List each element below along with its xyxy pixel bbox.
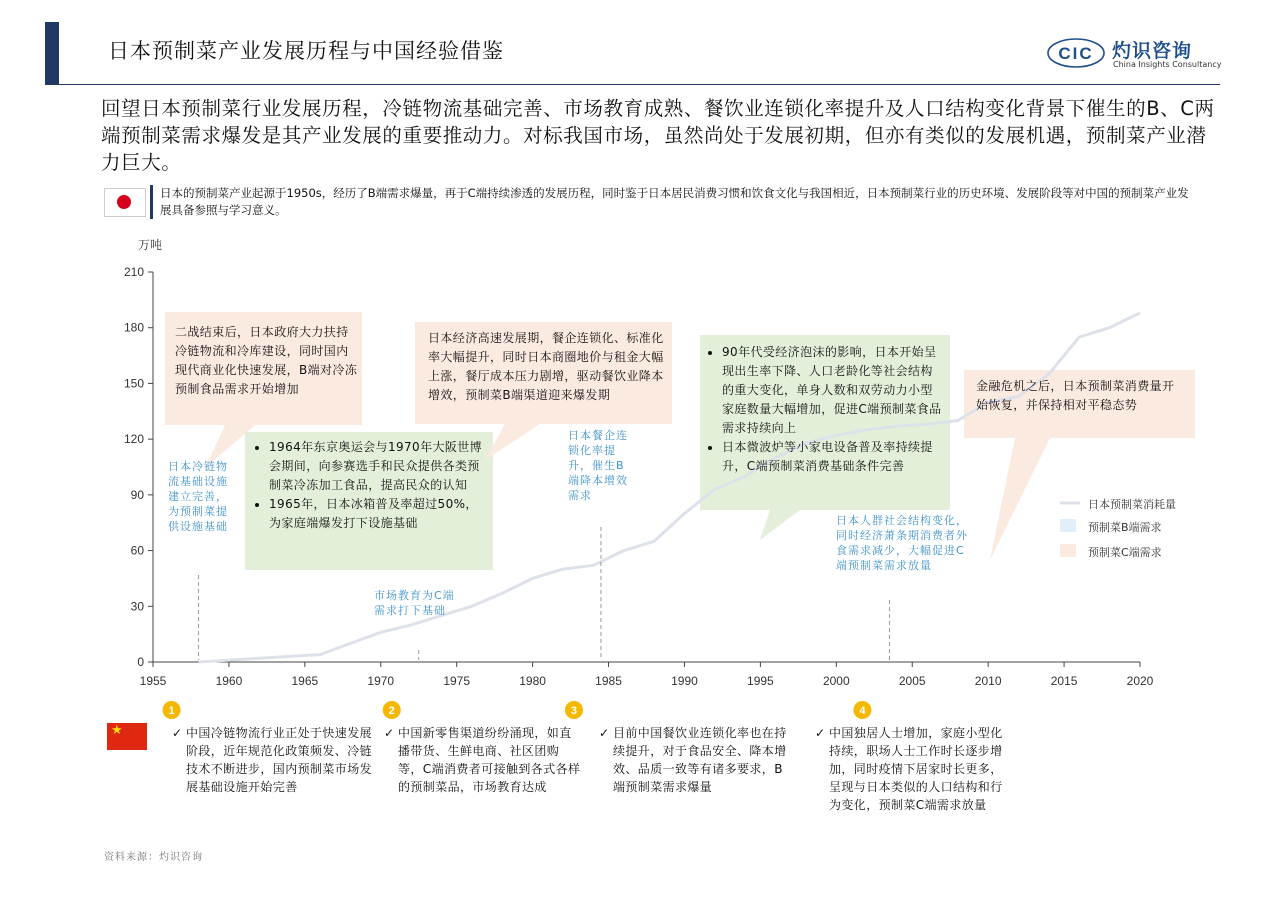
legend-label-consumption: 日本预制菜消耗量: [1088, 498, 1176, 511]
y-tick-label: 30: [130, 599, 144, 614]
china-flag-star: ★: [111, 723, 123, 738]
callout-bubble-economy: [708, 343, 943, 476]
y-tick-label: 0: [137, 655, 144, 669]
x-tick-label: 2010: [974, 674, 1002, 688]
check-icon: ✓: [599, 726, 610, 740]
callout-high-growth: 日本经济高速发展期，餐企连锁化、标准化率大幅提升，同时日本商圈地价与租金大幅上涨，餐厅成本压力剧增，驱动餐饮业降本增效，预制菜B端渠道迎来爆发期: [428, 331, 664, 402]
x-tick-label: 1955: [139, 674, 167, 688]
note-cold-chain: 日本冷链物流基础设施建立完善，为预制菜提供设施基础: [168, 460, 228, 533]
note-market-education: 市场教育为C端需求打下基础: [374, 589, 455, 617]
legend-swatch-c-demand: [1060, 544, 1076, 557]
note-social-structure: 日本人群社会结构变化，同时经济萧条期消费者外食需求减少，大幅促进C端预制菜需求放量: [836, 514, 968, 572]
x-tick-label: 1990: [671, 674, 698, 688]
milestone-badge-number: 2: [388, 705, 395, 717]
callout-olympics: [255, 438, 490, 533]
source-note: 资料来源：灼识咨询: [104, 852, 203, 863]
milestone-text-3: [599, 724, 795, 796]
check-icon: ✓: [172, 726, 183, 740]
callout-olympics-item: • 1964年东京奥运会与1970年大阪世博会期间，向参赛选手和民众提供各类预制菜冷冻加工食品，提高民众的认知: [269, 438, 490, 495]
logo-chinese-name: 灼识咨询: [1112, 40, 1193, 62]
intro-text: 日本的预制菜产业起源于1950s，经历了B端需求爆量，再于C端持续渗透的发展历程，同时鉴于日本居民消费习惯和饮食文化与我国相近，日本预制菜行业的历史环境、发展阶段等对中国的预制菜产业发展具备参照与学习意义。: [160, 186, 1189, 217]
y-tick-label: 120: [123, 432, 144, 447]
callout-financial-crisis: 金融危机之后，日本预制菜消费量开始恢复，并保持相对平稳态势: [976, 379, 1175, 412]
legend-label-c-demand: 预制菜C端需求: [1088, 546, 1162, 559]
x-tick-label: 1970: [367, 674, 395, 688]
chart-legend: [1060, 503, 1080, 557]
y-tick-label: 90: [130, 487, 144, 502]
x-tick-label: 1975: [443, 674, 471, 688]
milestone-text: 中国新零售渠道纷纷涌现，如直播带货、生鲜电商、社区团购等，C端消费者可接触到各式各样的预制菜品，市场教育达成: [398, 726, 581, 794]
x-tick-label: 1985: [595, 674, 622, 688]
milestone-badge-number: 3: [570, 705, 578, 717]
check-icon: ✓: [384, 726, 395, 740]
legend-label-b-demand: 预制菜B端需求: [1088, 521, 1162, 534]
x-tick-label: 1965: [291, 674, 319, 688]
x-tick-label: 2000: [822, 674, 850, 688]
y-axis-unit: 万吨: [138, 238, 163, 252]
logo-english-name: China Insights Consultancy: [1113, 60, 1222, 69]
check-icon: ✓: [815, 726, 826, 740]
x-tick-label: 1960: [215, 674, 243, 688]
summary-text: 回望日本预制菜行业发展历程，冷链物流基础完善、市场教育成熟、餐饮业连锁化率提升及人口结构变化背景下催生的B、C两端预制菜需求爆发是其产业发展的重要推动力。对标我国市场，虽然尚处于发展初期，但亦有类似的发展机遇，预制菜产业潜力巨大。: [101, 97, 1215, 174]
x-tick-label: 2005: [898, 674, 926, 688]
milestone-text: 目前中国餐饮业连锁化率也在持续提升，对于食品安全、降本增效、品质一致等有诸多要求，B端预制菜需求爆量: [613, 726, 787, 794]
milestone-badge-number: 4: [859, 705, 866, 717]
callout-bubble-item: • 日本微波炉等小家电设备普及率持续提升，C端预制菜消费基础条件完善: [722, 438, 943, 476]
milestone-badges: [163, 701, 872, 719]
callout-bubble-item: • 90年代受经济泡沫的影响，日本开始呈现出生率下降、人口老龄化等社会结构的重大变化，单身人数和双劳动力小型家庭数量大幅增加，促进C端预制菜食品需求持续向上: [722, 343, 943, 438]
callout-postwar: 二战结束后，日本政府大力扶持冷链物流和冷库建设，同时国内现代商业化快速发展，B端对冷冻预制食品需求开始增加: [175, 325, 358, 396]
milestone-text: 中国独居人士增加，家庭小型化持续，职场人士工作时长逐步增加，同时疫情下居家时长更多，呈现与日本类似的人口结构和行为变化，预制菜C端需求放量: [829, 726, 1003, 812]
china-flag-icon: [107, 723, 147, 750]
y-tick-label: 60: [130, 543, 144, 558]
callout-olympics-item: • 1965年，日本冰箱普及率超过50%，为家庭端爆发打下设施基础: [269, 495, 490, 533]
milestone-text: 中国冷链物流行业正处于快速发展阶段，近年规范化政策频发、冷链技术不断进步，国内预制菜市场发展基础设施开始完善: [186, 726, 373, 794]
milestone-text-4: [815, 724, 1009, 814]
y-tick-label: 150: [123, 376, 144, 391]
y-tick-label: 210: [123, 265, 144, 279]
milestone-badge-number: 1: [168, 705, 175, 717]
logo-text: CIC: [1058, 44, 1094, 63]
note-chain-rate: 日本餐企连锁化率提升，催生B端降本增效需求: [568, 429, 628, 502]
legend-swatch-b-demand: [1060, 519, 1076, 532]
x-tick-label: 2015: [1050, 674, 1078, 688]
page-title: 日本预制菜产业发展历程与中国经验借鉴: [108, 39, 504, 63]
x-tick-label: 1980: [519, 674, 546, 688]
milestone-text-1: [172, 724, 378, 796]
milestone-text-2: [384, 724, 582, 796]
x-tick-label: 2020: [1126, 674, 1154, 688]
x-tick-label: 1995: [747, 674, 774, 688]
y-tick-label: 180: [123, 320, 144, 335]
